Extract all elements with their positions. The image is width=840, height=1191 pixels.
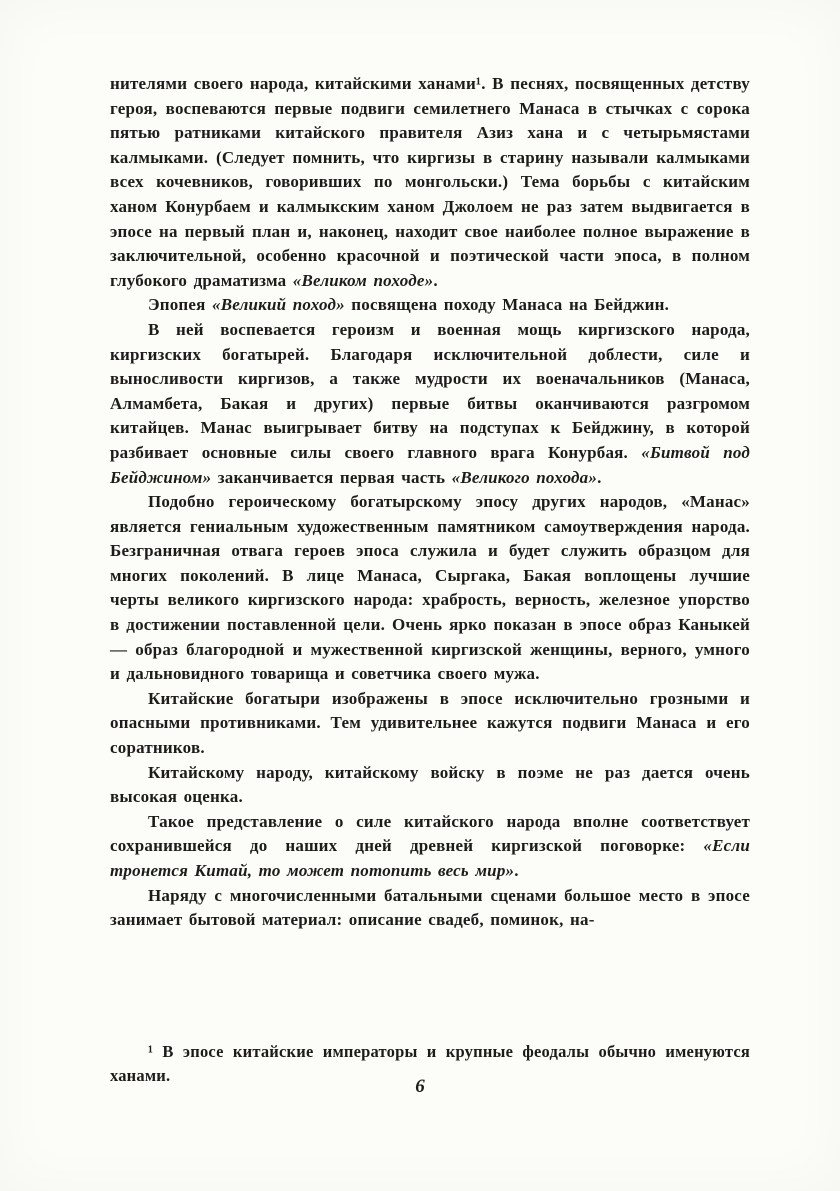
text-run: Наряду с многочисленными батальными сценами большое место в эпосе занимает бытовой материал: описание свадеб, поминок, на- bbox=[110, 885, 750, 930]
paragraph bbox=[110, 490, 750, 687]
text-run: Такое представление о силе китайского народа вполне соответствует сохранившейся до наших дней древней киргизской поговорке: bbox=[110, 811, 750, 856]
paragraph bbox=[110, 318, 750, 490]
text-run: Эпопея bbox=[148, 295, 213, 315]
italic-text-run: «Великий поход» bbox=[212, 295, 345, 315]
paragraph bbox=[110, 810, 750, 884]
italic-text-run: «Великом походе» bbox=[292, 270, 434, 290]
italic-text-run: «Битвой под Бейджином» bbox=[110, 442, 750, 487]
text-run: нителями своего народа, китайскими ханами¹. В песнях, посвященных детству героя, воспеваются первые подвиги семилетнего Манаса в стычках с сорока пятью ратниками китайского правителя Азиз хана и с четырьмястами калмыками. (Следует помнить, что киргизы в старину называли калмыками всех кочевников, говоривших по монгольски.) Тема борьбы с китайским ханом Конурбаем и калмыкским ханом Джолоем не раз затем выдвигается в эпосе на первый план и, наконец, находит свое наиболее полное выражение в заключительной, особенно красочной и поэтической части эпоса, в полном глубокого драматизма bbox=[110, 74, 750, 290]
text-run: Китайские богатыри изображены в эпосе исключительно грозными и опасными противниками. Тем удивительнее кажутся подвиги Манаса и его соратников. bbox=[110, 688, 750, 758]
text-run: Китайскому народу, китайскому войску в поэме не раз дается очень высокая оценка. bbox=[110, 762, 750, 807]
paragraph bbox=[110, 884, 750, 933]
text-block bbox=[110, 72, 750, 933]
text-run: . bbox=[433, 270, 438, 290]
italic-text-run: «Великого похода» bbox=[451, 467, 598, 487]
paragraph bbox=[110, 293, 750, 318]
text-run: заканчивается первая часть bbox=[211, 467, 452, 487]
text-run: Подобно героическому богатырскому эпосу других народов, «Манас» является гениальным художественным памятником самоутверждения народа. Безграничная отвага героев эпоса служила и будет служить образцом для многих поколений. В лице Манаса, Сыргака, Бакая воплощены лучшие черты великого киргизского народа: храбрость, верность, железное упорство в достижении поставленной цели. Очень ярко показан в эпосе образ Каныкей — образ благородной и мужественной киргизской женщины, верного, умного и дальновидного товарища и советчика своего мужа. bbox=[110, 492, 750, 684]
text-run: . bbox=[514, 861, 519, 880]
text-run: В ней воспевается героизм и военная мощь киргизского народа, киргизских богатырей. Благодаря исключительной доблести, силе и выносливости киргизов, а также мудрости их военачальников (Манаса, Алмамбета, Бакая и других) первые битвы оканчиваются разгромом китайцев. Манас выигрывает битву на подступах к Бейджину, в которой разбивает основные силы своего главного врага Конурбая. bbox=[110, 319, 750, 462]
paragraph bbox=[110, 72, 750, 293]
text-run: посвящена походу Манаса на Бейджин. bbox=[344, 295, 670, 315]
paragraph bbox=[110, 687, 750, 761]
text-run: . bbox=[597, 467, 602, 487]
italic-text-run: «Если тронется Китай, то может потопить весь мир» bbox=[110, 836, 750, 880]
footnote-text: ¹ В эпосе китайские императоры и крупные феодалы обычно именуются ханами. bbox=[110, 1042, 750, 1085]
paragraph bbox=[110, 761, 750, 810]
page-number: 6 bbox=[415, 1076, 425, 1097]
